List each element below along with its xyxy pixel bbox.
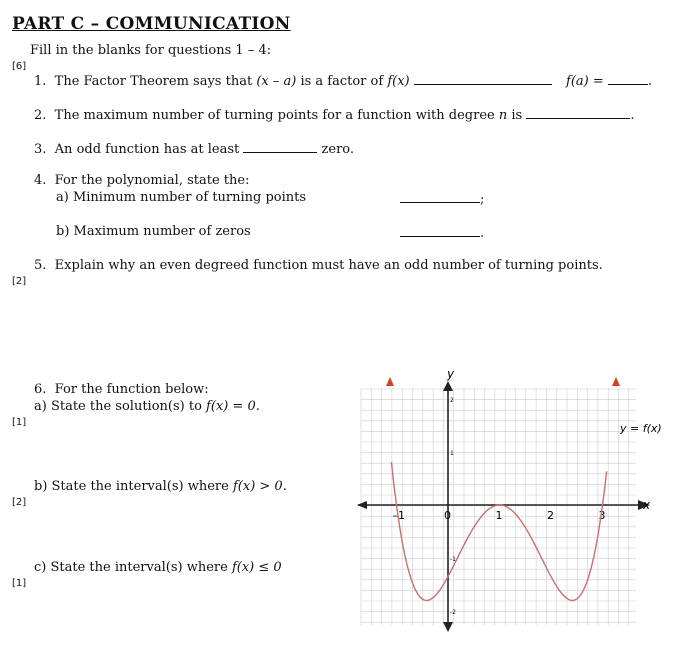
math-expr: f(x) [387, 74, 410, 89]
math-expr: f(x) > 0. [232, 479, 287, 494]
question-number: 3. [34, 142, 47, 157]
question-text: a) State the solution(s) to [34, 399, 207, 414]
punctuation: . [630, 108, 635, 123]
question-number: 4. [34, 173, 47, 188]
punctuation: . [480, 226, 485, 241]
question-6c [34, 560, 282, 575]
question-2 [34, 106, 634, 123]
y-tick-label: -1 [450, 556, 456, 563]
question-text: For the polynomial, state the: [54, 173, 250, 188]
question-text: b) State the interval(s) where [34, 479, 233, 494]
answer-blank[interactable] [608, 72, 648, 85]
question-text: Explain why an even degreed function must have an odd number of turning points. [54, 258, 603, 273]
question-6 [34, 382, 209, 397]
function-graph [352, 362, 670, 640]
y-tick-label: -2 [450, 609, 456, 616]
answer-blank[interactable] [400, 190, 480, 203]
marks-label-q6a: [1] [12, 417, 27, 428]
question-text: The Factor Theorem says that [54, 74, 257, 89]
punctuation: ; [480, 192, 485, 207]
x-axis-left-arrow [357, 501, 367, 509]
question-text: is a factor of [296, 74, 388, 89]
question-text: The maximum number of turning points for a function with degree [54, 108, 499, 123]
x-tick-label: –1 [392, 509, 405, 522]
math-expr: n [498, 108, 508, 123]
marks-label-q6b: [2] [12, 497, 27, 508]
marks-label-q6c: [1] [12, 578, 27, 589]
question-number: 5. [34, 258, 47, 273]
y-tick-label: 1 [450, 450, 454, 457]
answer-blank[interactable] [400, 224, 480, 237]
math-expr: (x – a) [256, 74, 297, 89]
question-4b: b) Maximum number of zeros [56, 224, 251, 239]
x-tick-label: 2 [547, 509, 554, 522]
question-text: An odd function has at least [54, 142, 240, 157]
question-6a [34, 399, 260, 414]
curve-right-arrow [612, 377, 620, 386]
question-number: 6. [34, 382, 47, 397]
y-axis-arrow [443, 381, 453, 391]
math-expr: f(x) = 0. [206, 399, 260, 414]
question-4a: a) Minimum number of turning points [56, 190, 307, 205]
answer-blank[interactable] [414, 72, 552, 85]
instructions: Fill in the blanks for questions 1 – 4: [30, 43, 272, 58]
question-number: 2. [34, 108, 47, 123]
question-number: 1. [34, 74, 47, 89]
x-tick-label: 3 [598, 509, 606, 522]
math-expr: f(a) [566, 74, 589, 89]
graph-grid [361, 388, 636, 625]
answer-blank[interactable] [526, 106, 630, 119]
x-tick-label: 1 [495, 509, 503, 522]
question-text: = [588, 74, 604, 89]
question-5 [34, 258, 603, 273]
punctuation: . [647, 74, 653, 89]
marks-label-q1-4: [6] [12, 61, 27, 72]
math-expr: f(x) ≤ 0 [231, 560, 282, 575]
question-1 [34, 72, 652, 89]
question-text: zero. [321, 142, 355, 157]
marks-label-q5: [2] [12, 276, 27, 287]
question-text: For the function below: [54, 382, 209, 397]
x-tick-label: 0 [444, 509, 451, 522]
question-3 [34, 140, 354, 157]
curve-label: y = f(x) [620, 422, 662, 435]
x-axis-label: x [643, 498, 651, 512]
question-6b [34, 479, 287, 494]
y-axis-down-arrow [443, 622, 453, 632]
y-axis-label: y [447, 367, 455, 381]
y-tick-label: 2 [450, 397, 454, 404]
question-text: is [507, 108, 523, 123]
question-4 [34, 173, 249, 188]
answer-4b [400, 224, 484, 241]
page-title: PART C – COMMUNICATION [12, 14, 291, 34]
question-text: c) State the interval(s) where [34, 560, 232, 575]
answer-blank[interactable] [243, 140, 317, 153]
answer-4a [400, 190, 484, 207]
curve-left-arrow [386, 377, 394, 386]
